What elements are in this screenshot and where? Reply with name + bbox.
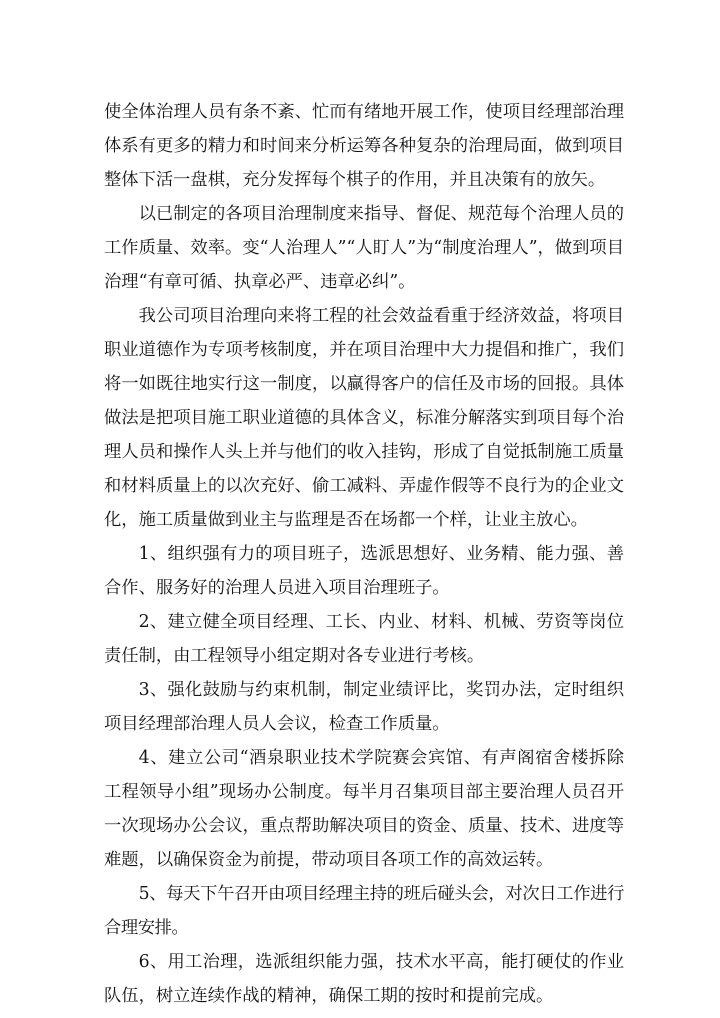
list-item-1: 1、组织强有力的项目班子，选派思想好、业务精、能力强、善合作、服务好的治理人员进入项目治理班子。 — [104, 544, 624, 598]
paragraph-3: 我公司项目治理向来将工程的社会效益看重于经济效益，将项目职业道德作为专项考核制度，并在项目治理中大力提倡和推广，我们将一如既往地实行这一制度，以赢得客户的信任及市场的回报。具体做法是把项目施工职业道德的具体含义，标准分解落实到项目每个治理人员和操作人头上并与他们的收入挂钩，形成了自觉抵制施工质量和材料质量上的以次充好、偷工减料、弄虚作假等不良行为的企业文化，施工质量做到业主与监理是否在场都一个样，让业主放心。 — [104, 306, 624, 530]
list-item-3: 3、强化鼓励与约束机制，制定业绩评比，奖罚办法，定时组织项目经理部治理人员人会议，检查工作质量。 — [104, 680, 624, 734]
list-item-4: 4、建立公司“酒泉职业技术学院赛会宾馆、有声阁宿舍楼拆除工程领导小组”现场办公制度。每半月召集项目部主要治理人员召开一次现场办公会议，重点帮助解决项目的资金、质量、技术、进度等难题，以确保资金为前提，带动项目各项工作的高效运转。 — [104, 748, 624, 870]
paragraph-2: 以已制定的各项目治理制度来指导、督促、规范每个治理人员的工作质量、效率。变“人治理人”“人盯人”为“制度治理人”，做到项目治理“有章可循、执章必严、违章必纠”。 — [104, 204, 624, 292]
paragraph-1: 使全体治理人员有条不紊、忙而有绪地开展工作，使项目经理部治理体系有更多的精力和时间来分析运筹各种复杂的治理局面，做到项目整体下活一盘棋，充分发挥每个棋子的作用，并且决策有的放矢。 — [104, 102, 624, 190]
list-item-2: 2、建立健全项目经理、工长、内业、材料、机械、劳资等岗位责任制，由工程领导小组定期对各专业进行考核。 — [104, 612, 624, 666]
list-item-5: 5、每天下午召开由项目经理主持的班后碰头会，对次日工作进行合理安排。 — [104, 884, 624, 938]
document-body — [104, 95, 624, 1013]
list-item-6: 6、用工治理，选派组织能力强，技术水平高，能打硬仗的作业队伍，树立连续作战的精神，确保工期的按时和提前完成。 — [104, 952, 624, 1006]
